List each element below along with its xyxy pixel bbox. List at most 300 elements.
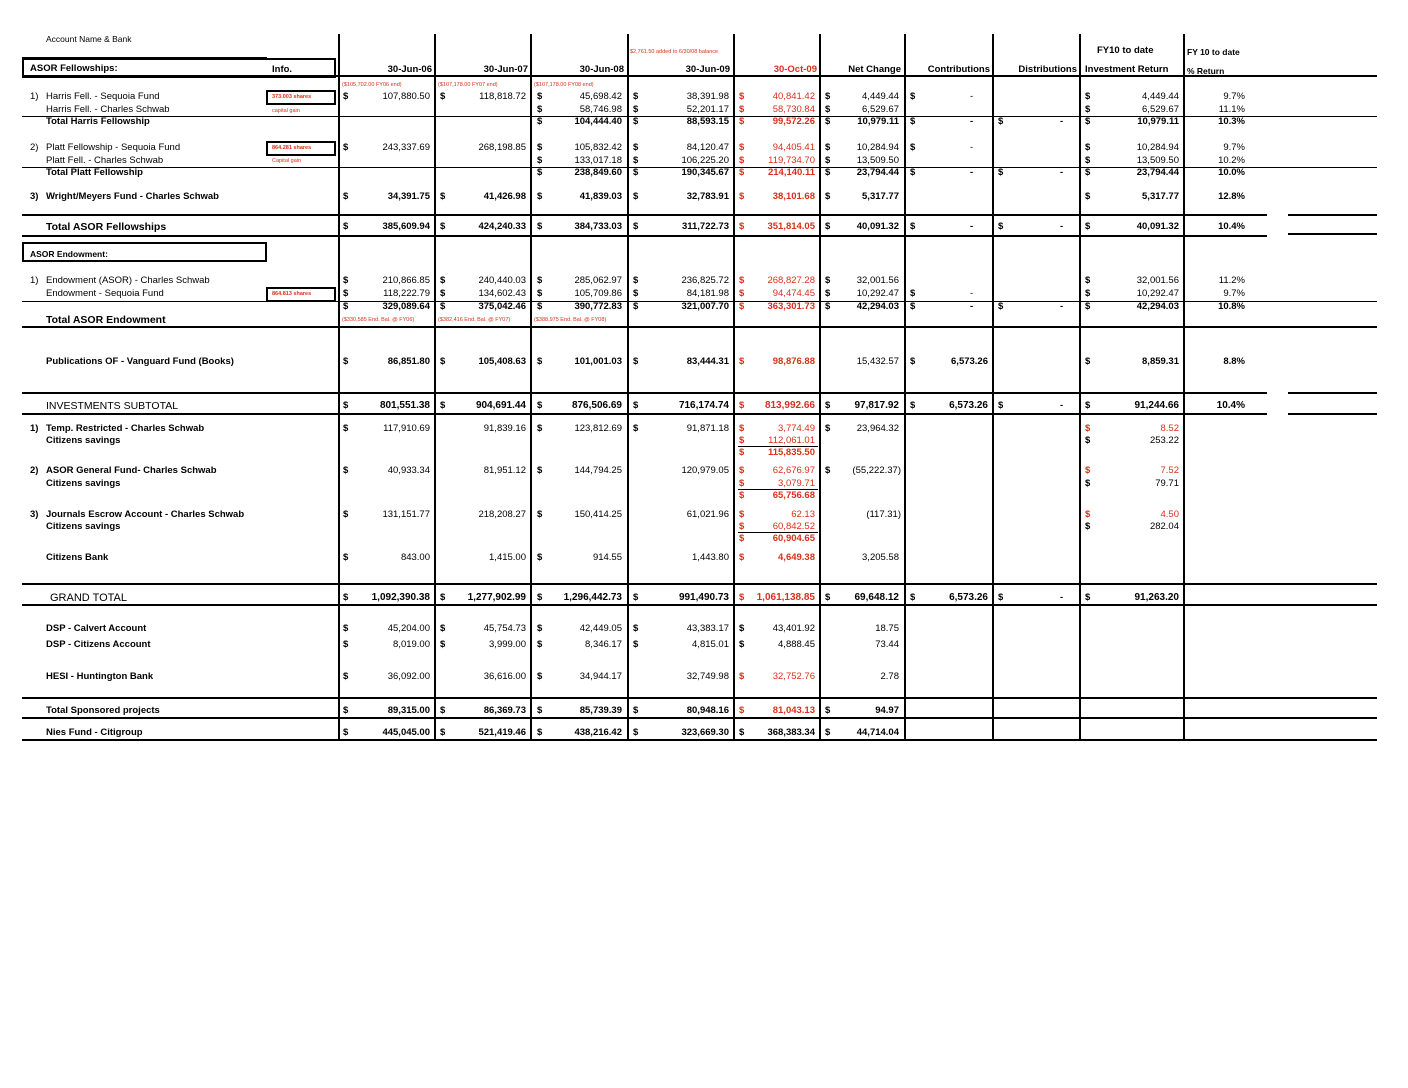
cell: 13,509.50 <box>856 155 899 166</box>
cell: 2.78 <box>880 671 899 682</box>
dollar-sign: $ <box>1085 155 1091 166</box>
dollar-sign: $ <box>739 142 745 153</box>
dollar-sign: $ <box>739 592 745 603</box>
cell: 904,691.44 <box>475 400 526 411</box>
cell: - <box>1060 301 1064 312</box>
dollar-sign: $ <box>343 142 349 153</box>
rule <box>22 235 1267 237</box>
dollar-sign: $ <box>825 592 831 603</box>
cell: 368,383.34 <box>767 727 815 738</box>
cell: 88,593.15 <box>686 116 729 127</box>
dollar-sign: $ <box>998 400 1004 411</box>
dollar-sign: $ <box>739 447 745 458</box>
cell: 5,317.77 <box>862 191 899 202</box>
cell: 41,839.03 <box>579 191 622 202</box>
cell: 3,999.00 <box>489 639 526 650</box>
cell: 321,007.70 <box>681 301 729 312</box>
dollar-sign: $ <box>739 552 745 563</box>
dollar-sign: $ <box>633 288 639 299</box>
row-label: Citizens Bank <box>46 552 109 563</box>
cell: 36,616.00 <box>483 671 526 682</box>
dollar-sign: $ <box>343 727 349 738</box>
end-note-1: ($105,702.00 FY06 end) <box>342 82 402 88</box>
cell: 69,648.12 <box>854 592 899 603</box>
rule <box>22 739 1377 741</box>
cell: - <box>1060 592 1064 603</box>
cell: 10,979.11 <box>1137 116 1179 127</box>
dollar-sign: $ <box>1085 423 1091 434</box>
dollar-sign: $ <box>739 671 745 682</box>
cell: 105,832.42 <box>574 142 622 153</box>
cell: 351,814.05 <box>767 221 815 232</box>
fy10-pct-header-1: FY 10 to date <box>1187 47 1240 57</box>
dollar-sign: $ <box>739 221 745 232</box>
endowment-title: ASOR Endowment: <box>30 249 108 259</box>
dollar-sign: $ <box>1085 275 1091 286</box>
row-label: Wright/Meyers Fund - Charles Schwab <box>46 191 219 202</box>
row-sublabel: Citizens savings <box>46 521 121 532</box>
dollar-sign: $ <box>440 356 446 367</box>
cell: - <box>1060 167 1064 178</box>
cell: 236,825.72 <box>681 275 729 286</box>
cell: 438,216.42 <box>574 727 622 738</box>
cell: 40,091.32 <box>1136 221 1179 232</box>
cell: 42,294.03 <box>856 301 899 312</box>
cell: 32,749.98 <box>686 671 729 682</box>
dollar-sign: $ <box>343 423 349 434</box>
dollar-sign: $ <box>343 191 349 202</box>
cell: (55,222.37) <box>852 465 901 476</box>
cell: 23,794.44 <box>1136 167 1179 178</box>
cell: 914.55 <box>592 552 622 563</box>
cell: 134,602.43 <box>478 288 526 299</box>
dollar-sign: $ <box>440 639 446 650</box>
cell: - <box>1060 116 1064 127</box>
dollar-sign: $ <box>440 623 446 634</box>
cell: - <box>1060 400 1064 411</box>
cell: 86,851.80 <box>387 356 430 367</box>
dollar-sign: $ <box>739 288 745 299</box>
dollar-sign: $ <box>343 465 349 476</box>
dollar-sign: $ <box>739 301 745 312</box>
dollar-sign: $ <box>343 288 349 299</box>
cell: 105,408.63 <box>478 356 526 367</box>
cell: 85,739.39 <box>579 705 622 716</box>
dollar-sign: $ <box>633 400 639 411</box>
cell: 9.7% <box>1223 288 1245 299</box>
dollar-sign: $ <box>343 592 349 603</box>
cell: 106,225.20 <box>681 155 729 166</box>
dollar-sign: $ <box>633 116 639 127</box>
distributions-header: Distributions <box>1018 64 1077 75</box>
cell: 112,061.01 <box>768 435 815 446</box>
dollar-sign: $ <box>633 155 639 166</box>
end-note-3: ($388,975 End. Bal. @ FY08) <box>534 317 607 323</box>
cell: 218,208.27 <box>478 509 526 520</box>
cell: 81,951.12 <box>483 465 526 476</box>
dollar-sign: $ <box>825 116 831 127</box>
cell: 94.97 <box>875 705 899 716</box>
row-label: Harris Fell. - Charles Schwab <box>46 104 170 115</box>
dollar-sign: $ <box>633 221 639 232</box>
dollar-sign: $ <box>633 104 639 115</box>
dollar-sign: $ <box>739 465 745 476</box>
dollar-sign: $ <box>537 301 543 312</box>
cell: - <box>970 142 974 153</box>
cell: 61,021.96 <box>686 509 729 520</box>
row-sublabel: Citizens savings <box>46 435 121 446</box>
cell: 3,205.58 <box>862 552 899 563</box>
row-number: 3) <box>30 509 39 520</box>
col-divider <box>904 34 906 741</box>
cell: 8.52 <box>1160 423 1179 434</box>
dollar-sign: $ <box>537 423 543 434</box>
row-label: HESI - Huntington Bank <box>46 671 154 682</box>
shares-note: 373.003 shares <box>272 94 312 100</box>
row-label: Endowment (ASOR) - Charles Schwab <box>46 275 210 286</box>
cell: 118,222.79 <box>383 288 430 299</box>
rule <box>1288 413 1377 415</box>
cell: 10,292.47 <box>856 288 899 299</box>
dollar-sign: $ <box>537 275 543 286</box>
cell: 1,277,902.99 <box>467 592 526 603</box>
row-label: Total ASOR Fellowships <box>46 221 167 233</box>
cell: 282.04 <box>1149 521 1179 532</box>
dollar-sign: $ <box>633 142 639 153</box>
cell: 91,839.16 <box>483 423 526 434</box>
dollar-sign: $ <box>1085 435 1091 446</box>
row-label: Total Platt Fellowship <box>46 167 143 178</box>
cell: 80,948.16 <box>686 705 729 716</box>
cell: 6,573.26 <box>951 356 988 367</box>
fy10-pct-header-2: % Return <box>1187 66 1225 76</box>
cell: 10.2% <box>1218 155 1245 166</box>
cell: - <box>970 221 974 232</box>
dollar-sign: $ <box>537 623 543 634</box>
dollar-sign: $ <box>998 592 1004 603</box>
cell: 253.22 <box>1149 435 1179 446</box>
dollar-sign: $ <box>633 301 639 312</box>
cell: 991,490.73 <box>678 592 729 603</box>
dollar-sign: $ <box>739 435 745 446</box>
dollar-sign: $ <box>633 727 639 738</box>
dollar-sign: $ <box>537 288 543 299</box>
cell: 1,415.00 <box>489 552 526 563</box>
cell: 32,001.56 <box>1136 275 1179 286</box>
dollar-sign: $ <box>1085 509 1091 520</box>
cell: 4,649.38 <box>778 552 815 563</box>
dollar-sign: $ <box>825 423 831 434</box>
dollar-sign: $ <box>739 705 745 716</box>
row-label: Publications OF - Vanguard Fund (Books) <box>46 356 234 367</box>
end-note-2: ($382,416 End. Bal. @ FY07) <box>438 317 511 323</box>
cell: 86,369.73 <box>483 705 526 716</box>
row-sublabel: Citizens savings <box>46 478 121 489</box>
cell: 18.75 <box>875 623 899 634</box>
dollar-sign: $ <box>537 705 543 716</box>
fy10-return-header-2: Investment Return <box>1085 64 1169 75</box>
cell: 81,043.13 <box>772 705 815 716</box>
dollar-sign: $ <box>739 509 745 520</box>
cell: 52,201.17 <box>686 104 729 115</box>
cell: 38,101.68 <box>772 191 815 202</box>
cell: 99,572.26 <box>772 116 815 127</box>
cell: 214,140.11 <box>767 167 815 178</box>
cell: 190,345.67 <box>681 167 729 178</box>
dollar-sign: $ <box>440 705 446 716</box>
dollar-sign: $ <box>633 623 639 634</box>
dollar-sign: $ <box>440 727 446 738</box>
dollar-sign: $ <box>633 705 639 716</box>
dollar-sign: $ <box>825 221 831 232</box>
row-number: 2) <box>30 465 39 476</box>
dollar-sign: $ <box>343 275 349 286</box>
cell: 716,174.74 <box>678 400 729 411</box>
cell: 40,933.34 <box>387 465 430 476</box>
date-header-4: 30-Jun-09 <box>685 64 730 75</box>
cell: 8,859.31 <box>1142 356 1179 367</box>
cell: 9.7% <box>1223 91 1245 102</box>
cell: 118,818.72 <box>479 91 526 102</box>
row-number: 3) <box>30 191 39 202</box>
row-label: Total Sponsored projects <box>46 705 160 716</box>
dollar-sign: $ <box>440 221 446 232</box>
dollar-sign: $ <box>825 91 831 102</box>
dollar-sign: $ <box>343 356 349 367</box>
cell: 8,019.00 <box>393 639 430 650</box>
cell: 10.4% <box>1216 400 1245 411</box>
dollar-sign: $ <box>537 356 543 367</box>
dollar-sign: $ <box>633 592 639 603</box>
dollar-sign: $ <box>825 275 831 286</box>
row-label: INVESTMENTS SUBTOTAL <box>46 400 179 412</box>
cell: 6,529.67 <box>862 104 899 115</box>
cell: 10,284.94 <box>856 142 899 153</box>
dollar-sign: $ <box>739 423 745 434</box>
account-name-label: Account Name & Bank <box>46 34 132 44</box>
cell: 44,714.04 <box>856 727 899 738</box>
cell: 238,849.60 <box>574 167 622 178</box>
dollar-sign: $ <box>343 705 349 716</box>
dollar-sign: $ <box>739 533 745 544</box>
capital-gain-note: capital gain <box>272 108 300 114</box>
dollar-sign: $ <box>825 155 831 166</box>
dollar-sign: $ <box>1085 191 1091 202</box>
dollar-sign: $ <box>633 167 639 178</box>
row-number: 1) <box>30 275 39 286</box>
dollar-sign: $ <box>1085 142 1091 153</box>
dollar-sign: $ <box>633 356 639 367</box>
cell: 12.8% <box>1218 191 1245 202</box>
row-label: Platt Fell. - Charles Schwab <box>46 155 164 166</box>
dollar-sign: $ <box>343 639 349 650</box>
cell: 23,964.32 <box>856 423 899 434</box>
dollar-sign: $ <box>998 116 1004 127</box>
cell: 1,443.80 <box>692 552 729 563</box>
cell: 445,045.00 <box>382 727 430 738</box>
row-label: Total Harris Fellowship <box>46 116 150 127</box>
dollar-sign: $ <box>1085 104 1091 115</box>
cell: 94,405.41 <box>772 142 815 153</box>
contributions-header: Contributions <box>927 64 990 75</box>
cell: 84,181.98 <box>686 288 729 299</box>
cell: 3,079.71 <box>778 478 815 489</box>
dollar-sign: $ <box>537 221 543 232</box>
cell: 117,910.69 <box>383 423 430 434</box>
cell: 115,835.50 <box>767 447 815 458</box>
cell: 144,794.25 <box>574 465 622 476</box>
cell: 42,449.05 <box>579 623 622 634</box>
dollar-sign: $ <box>537 509 543 520</box>
col4-note: $2,761.50 added to 6/30/08 balance <box>630 49 719 55</box>
cell: 876,506.69 <box>571 400 622 411</box>
cell: 62.13 <box>791 509 815 520</box>
dollar-sign: $ <box>537 191 543 202</box>
cell: 83,444.31 <box>686 356 729 367</box>
cell: 40,841.42 <box>772 91 815 102</box>
dollar-sign: $ <box>537 639 543 650</box>
cell: - <box>970 167 974 178</box>
dollar-sign: $ <box>440 191 446 202</box>
cell: 65,756.68 <box>772 490 815 501</box>
cell: 120,979.05 <box>681 465 729 476</box>
cell: 42,294.03 <box>1136 301 1179 312</box>
cell: 98,876.88 <box>772 356 815 367</box>
cell: 813,992.66 <box>764 400 815 411</box>
cell: 385,609.94 <box>382 221 430 232</box>
dollar-sign: $ <box>998 301 1004 312</box>
dollar-sign: $ <box>1085 592 1091 603</box>
row-number: 2) <box>30 142 39 153</box>
cell: 521,419.46 <box>478 727 526 738</box>
dollar-sign: $ <box>440 400 446 411</box>
row-number: 1) <box>30 423 39 434</box>
cell: 384,733.03 <box>574 221 622 232</box>
dollar-sign: $ <box>910 116 916 127</box>
cell: 424,240.33 <box>478 221 526 232</box>
dollar-sign: $ <box>537 91 543 102</box>
cell: 97,817.92 <box>854 400 899 411</box>
cell: 311,722.73 <box>681 221 729 232</box>
dollar-sign: $ <box>537 116 543 127</box>
cell: 41,426.98 <box>483 191 526 202</box>
row-number: 1) <box>30 91 39 102</box>
dollar-sign: $ <box>739 727 745 738</box>
dollar-sign: $ <box>739 191 745 202</box>
dollar-sign: $ <box>825 191 831 202</box>
dollar-sign: $ <box>537 142 543 153</box>
dollar-sign: $ <box>633 275 639 286</box>
shares-note: 864.813 shares <box>272 291 312 297</box>
dollar-sign: $ <box>633 191 639 202</box>
cell: 62,676.97 <box>772 465 815 476</box>
cell: 79.71 <box>1155 478 1179 489</box>
dollar-sign: $ <box>633 639 639 650</box>
dollar-sign: $ <box>537 155 543 166</box>
dollar-sign: $ <box>633 91 639 102</box>
cell: 6,573.26 <box>949 592 988 603</box>
dollar-sign: $ <box>343 509 349 520</box>
capital-gain-note: Capital gain <box>272 158 302 164</box>
dollar-sign: $ <box>910 592 916 603</box>
cell: 32,001.56 <box>856 275 899 286</box>
dollar-sign: $ <box>343 221 349 232</box>
cell: 89,315.00 <box>387 705 430 716</box>
cell: 84,120.47 <box>686 142 729 153</box>
cell: 45,754.73 <box>483 623 526 634</box>
cell: 91,871.18 <box>686 423 729 434</box>
cell: 4.50 <box>1160 509 1179 520</box>
cell: 7.52 <box>1160 465 1179 476</box>
dollar-sign: $ <box>739 104 745 115</box>
cell: 323,669.30 <box>681 727 729 738</box>
row-label: Endowment - Sequoia Fund <box>46 288 164 299</box>
info-header: Info. <box>272 64 293 75</box>
dollar-sign: $ <box>1085 116 1091 127</box>
row-label: DSP - Citizens Account <box>46 639 151 650</box>
dollar-sign: $ <box>440 275 446 286</box>
rule <box>1288 214 1377 216</box>
row-label: DSP - Calvert Account <box>46 623 147 634</box>
dollar-sign: $ <box>825 288 831 299</box>
cell: 105,709.86 <box>574 288 622 299</box>
cell: 1,092,390.38 <box>371 592 430 603</box>
dollar-sign: $ <box>537 592 543 603</box>
cell: 329,089.64 <box>382 301 430 312</box>
rule <box>22 717 1377 719</box>
dollar-sign: $ <box>739 356 745 367</box>
end-note-3: ($107,178.00 FY08 end) <box>534 82 594 88</box>
dollar-sign: $ <box>343 301 349 312</box>
cell: 32,752.76 <box>772 671 815 682</box>
cell: 101,001.03 <box>574 356 622 367</box>
dollar-sign: $ <box>1085 356 1091 367</box>
dollar-sign: $ <box>633 423 639 434</box>
row-label: Total ASOR Endowment <box>46 314 166 326</box>
cell: 15,432.57 <box>856 356 899 367</box>
dollar-sign: $ <box>825 465 831 476</box>
cell: 10.4% <box>1218 221 1245 232</box>
col-divider <box>1183 34 1185 741</box>
cell: 58,746.98 <box>579 104 622 115</box>
dollar-sign: $ <box>343 671 349 682</box>
cell: 38,391.98 <box>686 91 729 102</box>
cell: 133,017.18 <box>574 155 622 166</box>
cell: 8,346.17 <box>585 639 622 650</box>
cell: 3,774.49 <box>778 423 815 434</box>
cell: 150,414.25 <box>574 509 622 520</box>
dollar-sign: $ <box>1085 521 1091 532</box>
cell: 240,440.03 <box>478 275 526 286</box>
date-header-2: 30-Jun-07 <box>483 64 528 75</box>
cell: 107,880.50 <box>382 91 430 102</box>
rule <box>1288 392 1377 394</box>
end-note-2: ($107,178.00 FY07 end) <box>438 82 498 88</box>
cell: 58,730.84 <box>772 104 815 115</box>
cell: 843.00 <box>400 552 430 563</box>
fy10-return-header-1: FY10 to date <box>1097 45 1154 56</box>
dollar-sign: $ <box>537 671 543 682</box>
dollar-sign: $ <box>343 400 349 411</box>
cell: 6,529.67 <box>1142 104 1179 115</box>
cell: 375,042.46 <box>478 301 526 312</box>
dollar-sign: $ <box>825 142 831 153</box>
date-header-5: 30-Oct-09 <box>773 64 817 75</box>
cell: - <box>1060 221 1064 232</box>
dollar-sign: $ <box>739 639 745 650</box>
shares-note: 864.281 shares <box>272 145 312 151</box>
cell: 268,198.85 <box>478 142 526 153</box>
